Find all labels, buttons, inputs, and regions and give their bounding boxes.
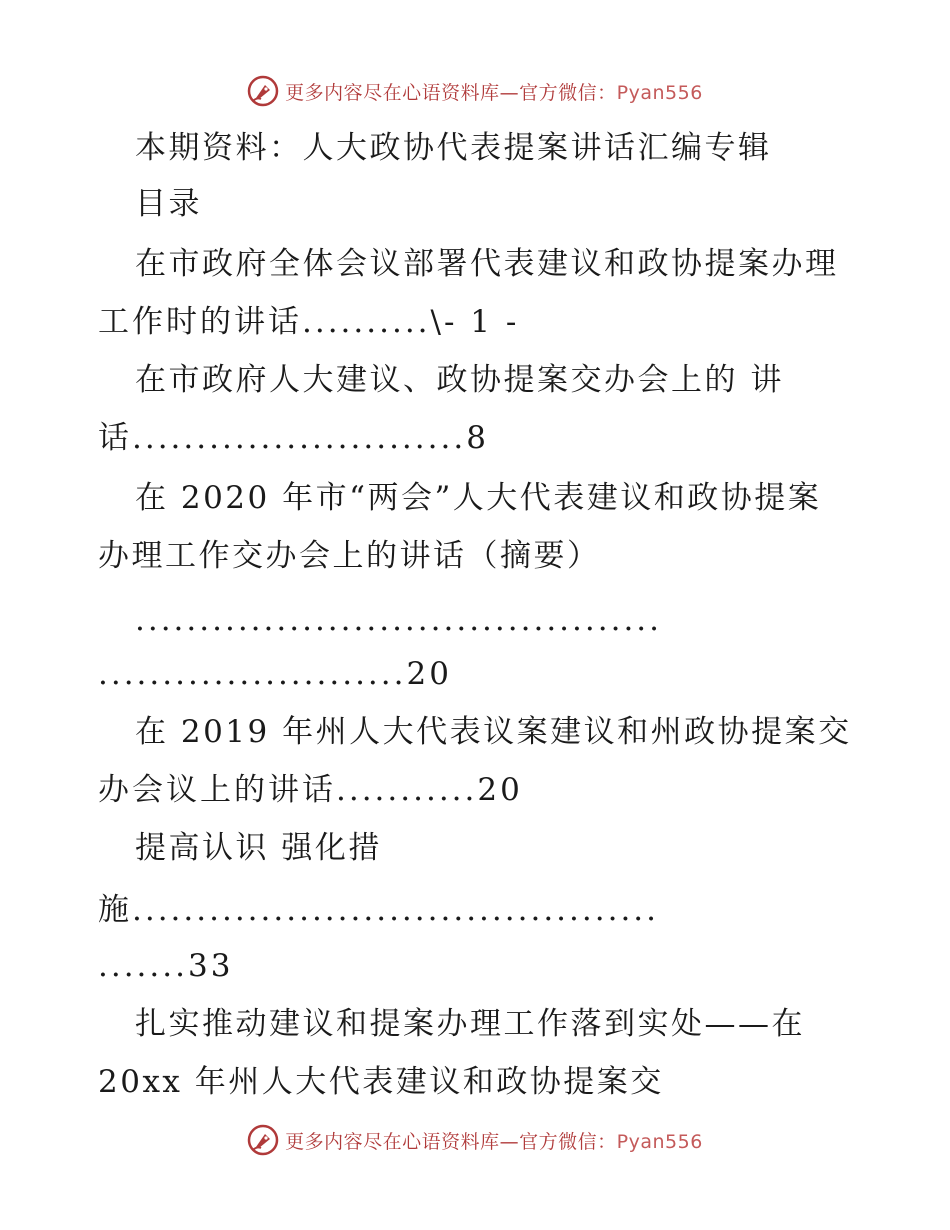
document-title: 本期资料：人大政协代表提案讲话汇编专辑 <box>135 130 772 166</box>
toc-entry-3-line-2: 办理工作交办会上的讲话（摘要） <box>98 538 601 574</box>
toc-entry-3-page: ........................20 <box>98 656 452 692</box>
toc-entry-6-line-2: 20xx 年州人大代表建议和政协提案交 <box>98 1064 664 1100</box>
toc-entry-6-line-1: 扎实推动建议和提案办理工作落到实处——在 <box>135 1006 805 1042</box>
pen-nib-logo-icon <box>247 75 279 107</box>
toc-entry-5-line-2: 施......................................... <box>98 892 660 928</box>
toc-entry-4-line-2: 办会议上的讲话...........20 <box>98 772 523 808</box>
footer-watermark <box>0 1120 950 1160</box>
toc-entry-1-line-1: 在市政府全体会议部署代表建议和政协提案办理 <box>135 246 839 282</box>
pen-nib-logo-icon <box>247 1124 279 1156</box>
toc-entry-2-line-1: 在市政府人大建议、政协提案交办会上的 讲 <box>135 362 784 398</box>
watermark-text: 更多内容尽在心语资料库—官方微信：Pyan556 <box>285 81 703 104</box>
watermark-text: 更多内容尽在心语资料库—官方微信：Pyan556 <box>285 1130 703 1153</box>
toc-entry-3-dots: ......................................... <box>135 602 663 638</box>
toc-entry-1-line-2: 工作时的讲话..........\- 1 - <box>98 304 520 340</box>
toc-entry-5-page: .......33 <box>98 948 234 984</box>
toc-heading: 目录 <box>135 186 202 222</box>
toc-entry-5-line-1: 提高认识 强化措 <box>135 830 382 866</box>
wechat-id: Pyan556 <box>616 81 703 104</box>
toc-entry-4-line-1: 在 2019 年州人大代表议案建议和州政协提案交 <box>135 714 852 750</box>
toc-entry-3-line-1: 在 2020 年市“两会”人大代表建议和政协提案 <box>135 480 822 516</box>
header-watermark <box>0 71 950 111</box>
wechat-id: Pyan556 <box>616 1130 703 1153</box>
toc-entry-2-line-2: 话..........................8 <box>98 420 489 456</box>
